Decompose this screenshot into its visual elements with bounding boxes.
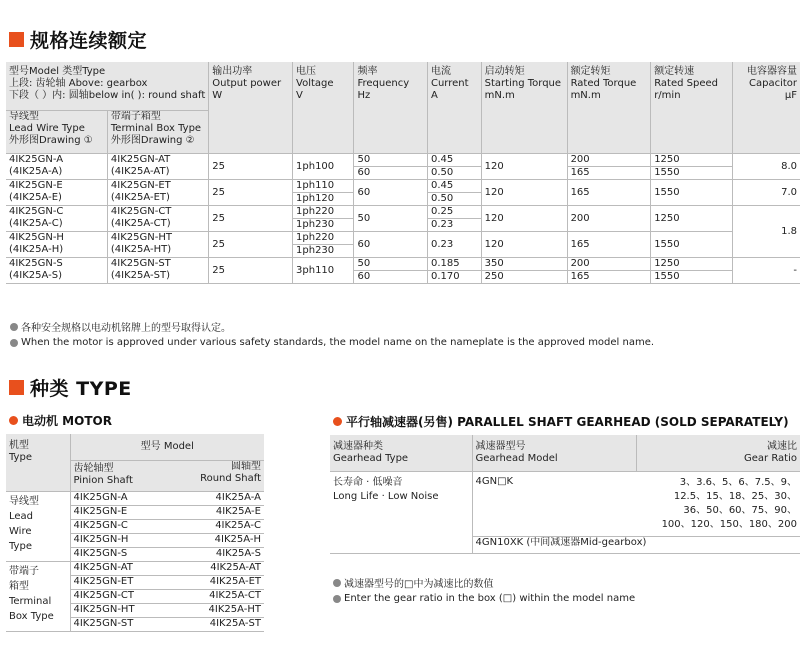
motor-table — [6, 434, 264, 632]
bullet-icon — [333, 579, 341, 587]
bullet-icon — [333, 595, 341, 603]
table-row: 4IK25GN-ET 4IK25A-ET — [6, 576, 264, 590]
frequency-header: 频率 Frequency Hz — [354, 62, 428, 154]
section-marker-icon — [9, 32, 24, 47]
gearhead-model-cell: 4GN□K — [472, 472, 636, 537]
gearhead-type-cell: 长寿命 · 低噪音 Long Life · Low Noise — [330, 472, 472, 554]
bullet-icon — [10, 339, 18, 347]
motor-subtitle: 电动机 MOTOR — [9, 412, 112, 429]
rated-speed-header: 额定转速 Rated Speed r/min — [651, 62, 733, 154]
terminal-box-type-header: 带端子箱型 Terminal Box Type 外形图Drawing ② — [107, 111, 208, 154]
table-row: 4IK25GN-H 4IK25A-H — [6, 534, 264, 548]
gearhead-table — [330, 435, 800, 554]
table-row: 4IK25GN-H (4IK25A-H) 4IK25GN-HT (4IK25A-HT) 25 1ph220 60 0.23 120 165 1550 — [6, 232, 800, 245]
gearhead-type-header: 减速器种类 Gearhead Type — [330, 435, 472, 472]
bullet-icon — [9, 416, 18, 425]
terminal-model-cell: 4IK25GN-AT (4IK25A-AT) — [107, 154, 208, 180]
gear-ratio-note-en: Enter the gear ratio in the box (□) within the model name — [333, 593, 635, 604]
table-row: 导线型 Lead Wire Type 4IK25GN-A 4IK25A-A — [6, 492, 264, 506]
starting-torque-header: 启动转矩 Starting Torque mN.m — [481, 62, 567, 154]
capacitor-header: 电容器容量 Capacitor μF — [732, 62, 800, 154]
table-row: 4IK25GN-E 4IK25A-E — [6, 506, 264, 520]
safety-note-en: When the motor is approved under various safety standards, the model name on the nameplate is the approved model name. — [10, 337, 654, 348]
mid-gearbox-cell: 4GN10XK (中间减速器Mid-gearbox) — [472, 537, 800, 554]
bullet-icon — [333, 417, 342, 426]
table-row — [330, 472, 800, 537]
rated-torque-header: 额定转矩 Rated Torque mN.m — [567, 62, 651, 154]
pinion-shaft-header: 齿轮轴型 Pinion Shaft — [70, 461, 174, 492]
model-type-header: 型号Model 类型Type 上段: 齿轮轴 Above: gearbox 下段（ ）内: 圆轴below in( ): round shaft — [6, 62, 209, 111]
safety-note-cn: 各种安全规格以电动机铭牌上的型号取得认定。 — [10, 319, 231, 334]
lead-model-cell: 4IK25GN-A (4IK25A-A) — [6, 154, 107, 180]
section-marker-icon — [9, 380, 24, 395]
table-row: 4IK25GN-C (4IK25A-C) 4IK25GN-CT (4IK25A-CT) 25 1ph220 50 0.25 120 200 1250 1.8 — [6, 206, 800, 219]
gearhead-model-header: 减速器型号 Gearhead Model — [472, 435, 636, 472]
spec-table: 型号Model 类型Type 上段: 齿轮轴 Above: gearbox 下段（ ）内: 圆轴below in( ): round shaft 输出功率 Output power W 电压 Voltage V 频率 Frequency Hz 电流 Current A 启动转矩 Starting Torque mN.m 额定转矩 Rated Torque mN.m 额定转速 Rated Speed r/min 电容器容量 Capacitor μF 导线型 Lead Wire Type 外形图Drawing ① 带端子箱型 Terminal Box Type 外形图Drawing ② 4IK25GN-A (4IK25A-A) 4IK25GN-AT (4IK25A-AT) 25 1ph100 50 0.45 120 200 1250 8.0 60 0.50 165 1550 4IK25GN-E (4IK25A-E) 4IK25GN-ET (4IK25A-ET) 25 1ph110 60 0.45 120 165 1550 7.0 1ph120 0.50 4IK25GN-C (4IK25A-C) 4IK25GN-CT (4IK25A-CT) 25 1ph220 50 0.25 120 200 1250 1.8 1ph230 0.23 4IK25GN-H (4IK25A-H) 4IK25GN-HT (4IK25A-HT) 25 1ph220 60 0.23 120 165 1550 1ph230 4IK25GN-S (4IK25A-S) 4IK25GN-ST (4IK25A-ST) 25 3ph110 50 0.185 350 200 1250 - 60 0.170 250 165 1550 — [6, 62, 800, 284]
bullet-icon — [10, 323, 18, 331]
table-row: 4IK25GN-C 4IK25A-C — [6, 520, 264, 534]
gearhead-subtitle: 平行轴减速器(另售) PARALLEL SHAFT GEARHEAD (SOLD SEPARATELY) — [333, 413, 789, 430]
table-row: 4IK25GN-CT 4IK25A-CT — [6, 590, 264, 604]
gear-ratio-header: 减速比 Gear Ratio — [636, 435, 800, 472]
table-row: 带端子 箱型 Terminal Box Type 4IK25GN-AT 4IK25A-AT — [6, 562, 264, 576]
output-power-header: 输出功率 Output power W — [209, 62, 293, 154]
round-shaft-header: 圆轴型 Round Shaft — [174, 461, 264, 492]
motor-model-header: 型号 Model — [70, 434, 264, 461]
lead-wire-type-header: 导线型 Lead Wire Type 外形图Drawing ① — [6, 111, 107, 154]
table-row: 4IK25GN-S (4IK25A-S) 4IK25GN-ST (4IK25A-ST) 25 3ph110 50 0.185 350 200 1250 - — [6, 258, 800, 271]
voltage-header: 电压 Voltage V — [293, 62, 354, 154]
table-row: 4IK25GN-ST 4IK25A-ST — [6, 618, 264, 632]
gear-ratio-note-cn: 减速器型号的□中为减速比的数值 — [333, 575, 493, 590]
spec-section-title: 规格连续额定 — [9, 26, 147, 53]
gear-ratio-cell: 3、3.6、5、6、7.5、9、 12.5、15、18、25、30、 36、50、60、75、90、 100、120、150、180、200 — [661, 477, 797, 530]
table-row: 4IK25GN-E (4IK25A-E) 4IK25GN-ET (4IK25A-ET) 25 1ph110 60 0.45 120 165 1550 7.0 — [6, 180, 800, 193]
current-header: 电流 Current A — [427, 62, 481, 154]
type-section-title: 种类 TYPE — [9, 374, 132, 401]
terminal-box-type-cell: 带端子 箱型 Terminal Box Type — [6, 562, 70, 632]
lead-wire-type-cell: 导线型 Lead Wire Type — [6, 492, 70, 562]
table-row: 4IK25GN-A (4IK25A-A) 4IK25GN-AT (4IK25A-AT) 25 1ph100 50 0.45 120 200 1250 8.0 — [6, 154, 800, 167]
table-row: 4IK25GN-S 4IK25A-S — [6, 548, 264, 562]
spec-header-row — [6, 62, 800, 111]
table-row: 4IK25GN-HT 4IK25A-HT — [6, 604, 264, 618]
motor-type-header: 机型 Type — [6, 434, 70, 492]
